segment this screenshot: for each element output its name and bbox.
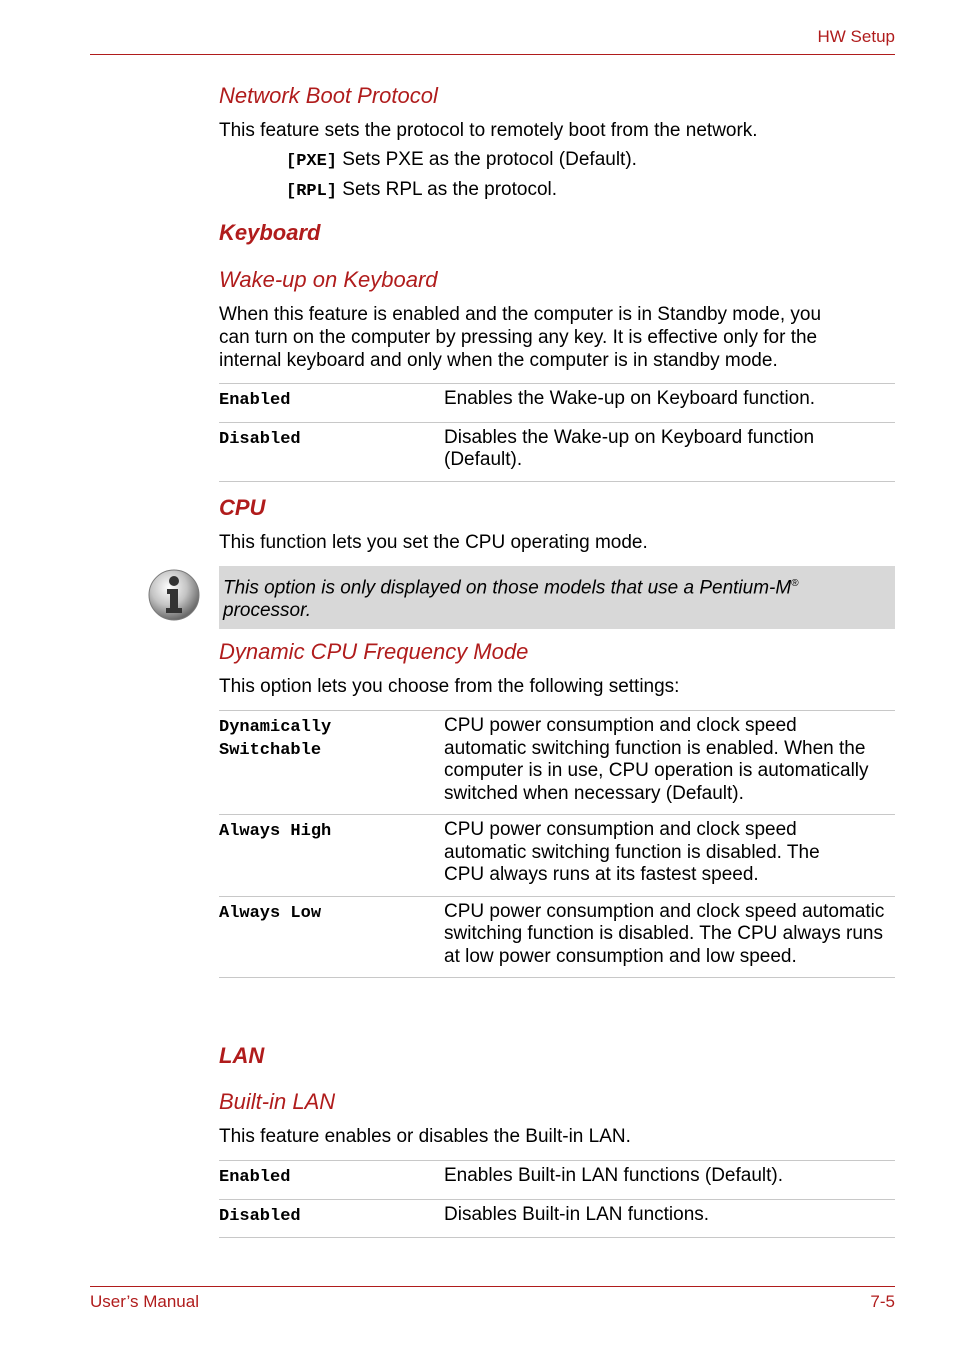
option-value: Disables the Wake-up on Keyboard function (Default). [444,426,815,470]
rpl-option [286,179,557,201]
wake-keyboard-line-3: internal keyboard and only when the computer is in standby mode. [219,350,778,371]
table-row [219,896,895,978]
cpu-mode-table [219,710,895,978]
option-value: CPU power consumption and clock speed automatic switching function is disabled. The CPU always runs at low power consumption and low speed. [444,900,885,967]
lan-heading: LAN [219,1043,265,1068]
wake-keyboard-line-2: can turn on the computer by pressing any key. It is effective only for the [219,327,818,348]
keyboard-heading: Keyboard [219,220,321,245]
built-in-lan-title: Built-in LAN [219,1089,336,1114]
table-row [219,422,895,481]
option-key: Dynamically Switchable [219,718,332,760]
table-row [219,1161,895,1200]
cpu-heading: CPU [219,495,266,520]
option-value: Disables Built-in LAN functions. [444,1203,710,1225]
header-rule [90,54,895,55]
network-boot-title: Network Boot Protocol [219,83,438,108]
wake-keyboard-title: Wake-up on Keyboard [219,267,438,292]
dynamic-cpu-intro: This option lets you choose from the following settings: [219,676,680,697]
option-value: CPU power consumption and clock speed automatic switching function is enabled. When the computer is in use, CPU operation is automatically switched when necessary (Default). [444,715,869,804]
option-key: Disabled [219,1206,301,1226]
wake-keyboard-table [219,383,895,482]
option-key: Always High [219,822,332,841]
table-row [219,384,895,423]
note-text: This option is only displayed on those models that use a Pentium-M [223,577,792,599]
info-icon [147,568,201,622]
option-value: CPU power consumption and clock speed automatic switching function is disabled. The CPU always runs at its fastest speed. [444,819,820,885]
pxe-text: Sets PXE as the protocol (Default). [337,149,637,170]
page-number: 7-5 [870,1292,895,1311]
cpu-intro: This function lets you set the CPU operating mode. [219,532,648,553]
header-title: HW Setup [817,27,895,46]
built-in-lan-intro: This feature enables or disables the Built-in LAN. [219,1126,631,1147]
wake-keyboard-line-1: When this feature is enabled and the computer is in Standby mode, you [219,304,822,325]
rpl-text: Sets RPL as the protocol. [337,179,558,200]
option-key: Always Low [219,903,322,923]
option-key: Enabled [219,1168,291,1187]
pxe-option [286,149,637,171]
network-boot-intro: This feature sets the protocol to remotely boot from the network. [219,120,758,141]
footer-rule [90,1286,895,1287]
option-value: Enables Built-in LAN functions (Default). [444,1165,783,1186]
option-key: Disabled [219,429,301,449]
registered-mark: ® [791,578,799,589]
table-row [219,711,895,815]
table-row [219,815,895,897]
footer-manual-title: User’s Manual [90,1292,199,1311]
option-value: Enables the Wake-up on Keyboard function. [444,388,816,409]
lan-table [219,1160,895,1238]
rpl-key: [RPL] [286,182,338,201]
table-row [219,1199,895,1238]
option-key: Enabled [219,391,291,410]
note-text-2: processor. [223,600,311,622]
pxe-key: [PXE] [286,152,338,171]
dynamic-cpu-title: Dynamic CPU Frequency Mode [219,639,529,664]
cpu-note [219,566,895,629]
